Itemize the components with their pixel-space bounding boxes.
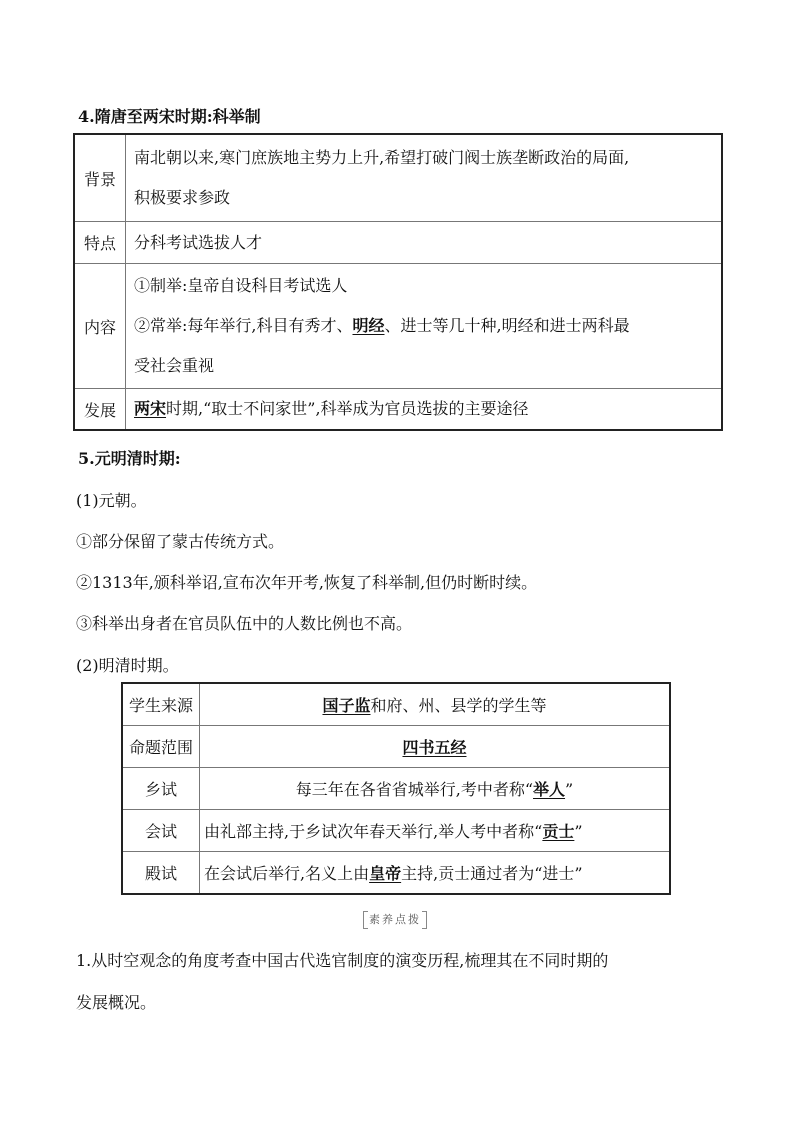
row-label-topic-scope: 命题范围	[122, 726, 200, 768]
footer-line-2: 发展概况。	[76, 993, 157, 1012]
feature-text: 分科考试选拔人才	[134, 232, 263, 252]
mingjing-term: 明经	[352, 316, 385, 335]
row-content-feature	[126, 222, 723, 264]
gongshi-term: 贡士	[542, 822, 575, 841]
huishi-post: ”	[574, 822, 583, 841]
table-row	[122, 852, 670, 895]
ming-qing-exam-table	[121, 682, 671, 895]
student-source-post: 和府、州、县学的学生等	[370, 696, 547, 715]
row-content-background	[126, 134, 723, 222]
row-content-dianshi	[200, 852, 671, 895]
row-content-huishi	[200, 810, 671, 852]
row-label-background: 背景	[74, 134, 126, 222]
yuan-point-1: ①部分保留了蒙古传统方式。	[76, 532, 285, 551]
content-line-2-post: 、进士等几十种,明经和进士两科最	[384, 316, 630, 335]
row-label-student-source: 学生来源	[122, 683, 200, 726]
content-line-2-pre: ②常举:每年举行,科目有秀才、	[134, 316, 353, 335]
yuan-point-3: ③科举出身者在官员队伍中的人数比例也不高。	[76, 614, 413, 633]
section-4-heading: 4.隋唐至两宋时期:科举制	[78, 107, 261, 126]
yuan-title: (1)元朝。	[76, 491, 147, 510]
table-row	[122, 726, 670, 768]
keju-table	[73, 133, 723, 431]
table-row	[74, 264, 722, 389]
table-row	[74, 134, 722, 222]
table-row	[74, 222, 722, 264]
ming-qing-title: (2)明清时期。	[76, 656, 179, 675]
background-line-1: 南北朝以来,寒门庶族地主势力上升,希望打破门阀士族垄断政治的局面,	[134, 148, 630, 167]
huishi-pre: 由礼部主持,于乡试次年春天举行,举人考中者称“	[204, 822, 543, 841]
row-label-content: 内容	[74, 264, 126, 389]
juren-term: 举人	[533, 780, 566, 799]
row-content-content	[126, 264, 723, 389]
row-content-topic-scope	[200, 726, 671, 768]
content-line-2	[134, 306, 717, 346]
row-label-feature: 特点	[74, 222, 126, 264]
row-label-dianshi: 殿试	[122, 852, 200, 895]
guozijian-term: 国子监	[322, 696, 371, 715]
row-label-xiangshi: 乡试	[122, 768, 200, 810]
table-row	[74, 389, 722, 431]
section-5-heading: 5.元明清时期:	[78, 449, 181, 468]
development-text	[134, 394, 717, 424]
table-row	[122, 768, 670, 810]
dianshi-post: 主持,贡士通过者为“进士”	[401, 864, 583, 883]
huangdi-term: 皇帝	[369, 864, 402, 883]
row-label-huishi: 会试	[122, 810, 200, 852]
xiangshi-pre: 每三年在各省省城举行,考中者称“	[295, 780, 534, 799]
row-content-student-source	[200, 683, 671, 726]
row-label-development: 发展	[74, 389, 126, 431]
table-row	[122, 810, 670, 852]
content-line-1: ①制举:皇帝自设科目考试选人	[134, 276, 348, 295]
footer-line-1: 1.从时空观念的角度考查中国古代选官制度的演变历程,梳理其在不同时期的	[76, 951, 609, 970]
yuan-point-2: ②1313年,颁科举诏,宣布次年开考,恢复了科举制,但仍时断时续。	[76, 573, 538, 592]
table-row	[122, 683, 670, 726]
row-content-xiangshi	[200, 768, 671, 810]
xiangshi-post: ”	[565, 780, 574, 799]
sishuwujing-term: 四书五经	[402, 738, 467, 757]
content-line-3: 受社会重视	[134, 356, 215, 375]
liangsong-term: 两宋	[134, 399, 167, 418]
development-text-post: 时期,“取士不问家世”,科举成为官员选拔的主要途径	[166, 399, 529, 418]
row-content-development	[126, 389, 723, 431]
background-line-2: 积极要求参政	[134, 188, 231, 207]
literacy-tip-badge: 素养点拨	[363, 911, 427, 928]
dianshi-pre: 在会试后举行,名义上由	[204, 864, 370, 883]
